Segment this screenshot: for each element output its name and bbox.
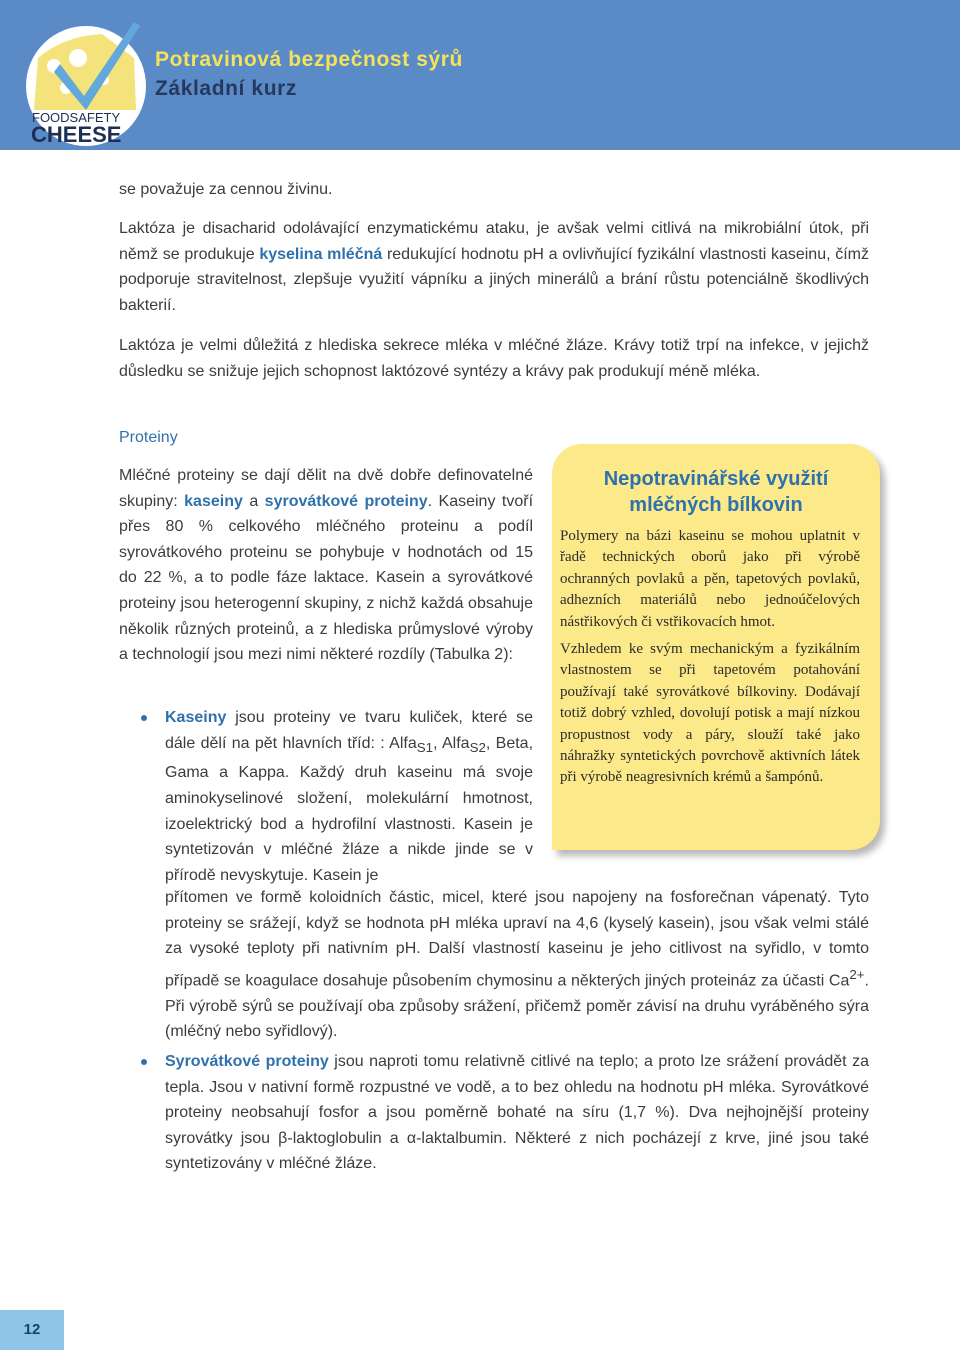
bullet-icon xyxy=(141,715,147,721)
intro-end-text: se považuje za cennou živinu. xyxy=(119,181,333,198)
info-box xyxy=(552,444,880,850)
info-box-paragraph-2: Vzhledem ke svým mechanickým a fyzikálním vlastnostem se při tapetovém potahování používají také syrovátkové bílkoviny. Dodávají totiž dobrý vzhled, dovolují potisk a mají nízkou propustnost vody a páry, slouží také jako náhražky syntetických povrchově aktivních látek při výrobě neagresivních krémů a šampónů. xyxy=(560,641,860,786)
bullet-kaseiny-part2 xyxy=(165,885,869,1045)
bullet-syrovatkove xyxy=(165,1049,869,1177)
b1-text-b: , Alfa xyxy=(433,734,470,752)
p1-text-a: Laktóza je disacharid odolávající enzymatickému ataku, je avšak velmi citlivá na mikrobiální útok, při němž se produkuje xyxy=(119,220,869,263)
document-title: Potravinová bezpečnost sýrů xyxy=(155,48,463,71)
b1-highlight: Kaseiny xyxy=(165,709,227,726)
b2-text-a: jsou naproti tomu relativně citlivé na teplo; a proto lze srážení provádět za tepla. Jsou v nativní formě rozpustné ve vodě, a to bez ohledu na hodnotu pH mléka. Syrovátkové proteiny neobsahují fosfor a jsou poměrně bohaté na síru (1,7 %). Dva nejhojnější proteiny syrovátky jsou β-laktoglobulin a α-laktalbumin. Některé z nich pocházejí z krve, jiné jsou také syntetizovány v mléčné žláze. xyxy=(165,1053,869,1173)
info-box-body xyxy=(560,526,860,789)
logo-text-line2: CHEESE xyxy=(31,122,122,147)
paragraph-lactose-2: Laktóza je velmi důležitá z hlediska sekrece mléka v mléčné žláze. Krávy totiž trpí na infekce, v jejichž důsledku se snižuje jejich schopnost laktózové syntézy a krávy pak produkují méně mléka. xyxy=(119,337,869,380)
b1-subscript-1: S1 xyxy=(416,739,434,755)
b1-text-c: , Beta, Gama a Kappa. Každý druh kaseinu má svoje aminokyselinové složení, molekulární hmotnost, izoelektrický bod a hydrofilní vlastnosti. Kasein je syntetizován v mléčné žláze a nikde jinde se v přírodě nevyskytuje. Kasein je xyxy=(165,734,534,884)
b1-superscript: 2+ xyxy=(849,966,865,982)
foodsafety-cheese-logo xyxy=(24,18,148,154)
bullet-icon xyxy=(141,1059,147,1065)
info-box-title xyxy=(552,466,880,518)
info-box-title-line2: mléčných bílkovin xyxy=(629,494,803,516)
p1-highlight: kyselina mléčná xyxy=(259,245,383,263)
b1-subscript-2: S2 xyxy=(469,739,486,755)
p3-text-a: Mléčné proteiny se dají dělit na dvě dobře definovatelné skupiny: xyxy=(119,467,533,510)
p3-text-b: . Kaseiny tvoří přes 80 % celkového mléčného proteinu a podíl syrovátkového proteinu se pohybuje v hodnotách od 15 do 22 %, a to podle fáze laktace. Kasein a syrovátkové proteiny jsou heterogenní skupiny, z nichž každá obsahuje několik různých proteinů, a z hlediska průmyslové výroby a technologií jsou mezi nimi některé rozdíly (Tabulka 2): xyxy=(119,492,534,664)
cheese-hole xyxy=(69,49,87,67)
page-number: 12 xyxy=(0,1310,64,1350)
p3-highlight-syrovatkove: syrovátkové proteiny xyxy=(264,492,428,510)
p3-and: a xyxy=(242,492,265,510)
b1-text-d: přítomen ve formě koloidních částic, micel, které jsou napojeny na fosforečnan vápenatý. Tyto proteiny se srážejí, když se hodnota pH mléka upraví na 4,6 (kyselý kasein), jsou však velmi stálé za vysoké teploty při nativním pH. Další vlastností kaseinu je jeho citlivost na syřidlo, v tomto případě se koagulace dosahuje působením chymosinu a některých jiných proteináz za účasti Ca xyxy=(165,889,869,990)
bullet-kaseiny-part1 xyxy=(165,705,533,888)
paragraph-lactose-1 xyxy=(119,216,869,318)
logo-text-line1: FOODSAFETY xyxy=(32,110,121,125)
b1-text-a: jsou proteiny ve tvaru kuliček, které se dále dělí na pět hlavních tříd: : Alfa xyxy=(165,709,533,752)
info-box-paragraph-1: Polymery na bázi kaseinu se mohou uplatnit v řadě technických oborů jako při výrobě ochranných povlaků a pěn, tapetových povlaků, adhezních materiálů nebo jednoúčelových nástřikových či vstřikovacích hmot. xyxy=(560,528,860,630)
b2-highlight: Syrovátkové proteiny xyxy=(165,1053,329,1070)
document-subtitle: Základní kurz xyxy=(155,77,298,100)
p1-text-b: redukující hodnotu pH a ovlivňující fyzikální vlastnosti kaseinu, čímž podporuje stravitelnost, zlepšuje využití vápníku a jiných minerálů a brání růstu potenciálně škodlivých bakterií. xyxy=(119,245,869,314)
p3-highlight-kaseiny: kaseiny xyxy=(184,492,243,510)
section-heading-proteiny: Proteiny xyxy=(119,429,178,446)
paragraph-proteins xyxy=(119,463,533,668)
b1-text-e: . Při výrobě sýrů se používají oba způsoby srážení, přičemž poměr závisí na druhu vyráběného sýra (mléčný nebo syřidlový). xyxy=(165,972,869,1041)
info-box-title-line1: Nepotravinářské využití xyxy=(603,468,829,490)
